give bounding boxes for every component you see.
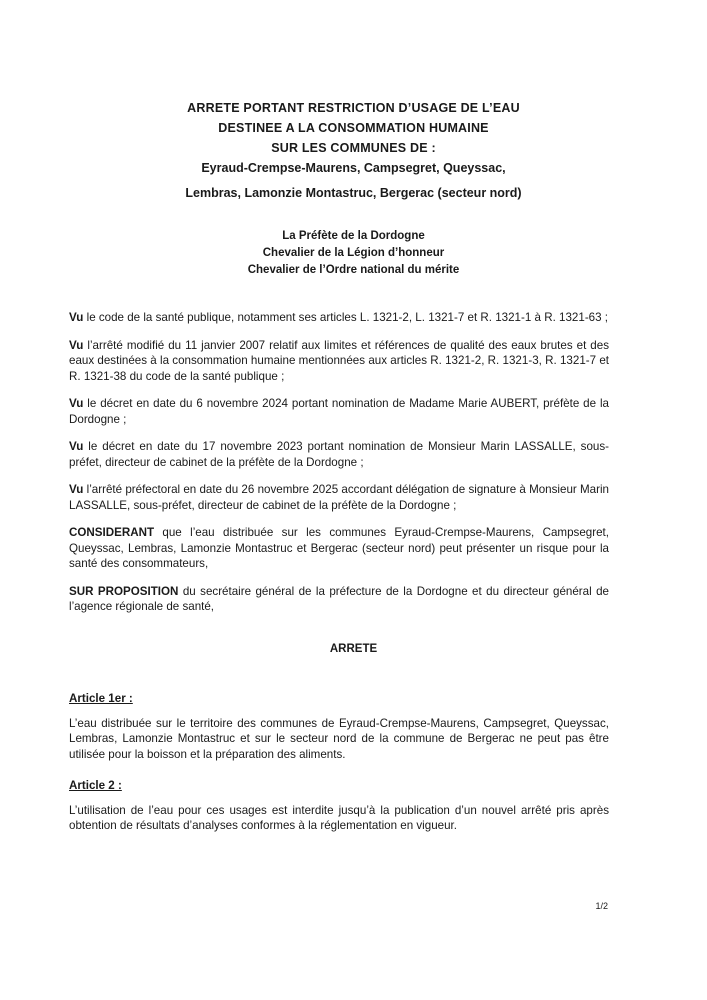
consideration-text: le décret en date du 17 novembre 2023 portant nomination de Monsieur Marin LASSALLE, sous-préfet, directeur de cabinet de la préfète de la Dordogne ; <box>69 440 609 469</box>
article-heading: Article 2 : <box>69 779 122 792</box>
consideration-text: l’arrêté préfectoral en date du 26 novembre 2025 accordant délégation de signature à Monsieur Marin LASSALLE, sous-préfet, directeur de cabinet de la préfète de la Dordogne ; <box>69 483 609 512</box>
consideration-text: que l’eau distribuée sur les communes Eyraud-Crempse-Maurens, Campsegret, Queyssac, Lembras, Lamonzie Montastruc et Bergerac (secteur nord) peut présenter un risque pour la santé des consommateurs, <box>69 526 609 570</box>
arrete-heading: ARRETE <box>329 643 378 655</box>
authority-line-1: La Préfète de la Dordogne <box>282 230 425 242</box>
consideration-3 <box>69 396 609 427</box>
consideration-5 <box>69 482 609 513</box>
communes-line-1: Eyraud-Crempse-Maurens, Campsegret, Queyssac, <box>201 161 506 175</box>
authority-line-2: Chevalier de la Légion d’honneur <box>262 247 445 259</box>
consideration-keyword: CONSIDERANT <box>69 526 155 539</box>
consideration-text: l’arrêté modifié du 11 janvier 2007 relatif aux limites et références de qualité des eaux brutes et des eaux destinées à la consommation humaine mentionnées aux articles R. 1321-2, R. 1321-3, R. 1321-7 et R. 1321-38 du code de la santé publique ; <box>69 338 609 383</box>
authority-line-3: Chevalier de l’Ordre national du mérite <box>247 264 460 276</box>
authority-block <box>0 228 707 279</box>
communes-line-2: Lembras, Lamonzie Montastruc, Bergerac (secteur nord) <box>185 186 522 200</box>
article-text: L’eau distribuée sur le territoire des communes de Eyraud-Crempse-Maurens, Campsegret, Queyssac, Lembras, Lamonzie Montastruc et sur le secteur nord de la commune de Bergerac ne peut pas être utilisée pour la boisson et la préparation des aliments. <box>69 716 609 761</box>
article-2 <box>69 778 609 834</box>
title-line-2: DESTINEE A LA CONSOMMATION HUMAINE <box>218 121 489 135</box>
consideration-1 <box>69 310 609 326</box>
consideration-text: le décret en date du 6 novembre 2024 portant nomination de Madame Marie AUBERT, préfète de la Dordogne ; <box>69 397 609 426</box>
page-number: 1/2 <box>595 901 608 911</box>
consideration-keyword: Vu <box>69 338 84 352</box>
consideration-text: du secrétaire général de la préfecture de la Dordogne et du directeur général de l’agence régionale de santé, <box>69 584 609 613</box>
article-1 <box>69 691 609 762</box>
consideration-7 <box>69 584 609 615</box>
article-text: L’utilisation de l’eau pour ces usages est interdite jusqu’à la publication d’un nouvel arrêté pris après obtention de résultats d’analyses conformes à la réglementation en vigueur. <box>69 803 609 832</box>
document-title <box>0 98 707 158</box>
consideration-keyword: Vu <box>69 311 84 324</box>
consideration-keyword: Vu <box>69 397 84 410</box>
article-heading: Article 1er : <box>69 692 133 705</box>
communes-list <box>0 156 707 206</box>
title-line-1: ARRETE PORTANT RESTRICTION D’USAGE DE L’EAU <box>187 101 520 115</box>
consideration-2 <box>69 338 609 385</box>
consideration-4 <box>69 439 609 470</box>
consideration-6 <box>69 525 609 572</box>
consideration-text: le code de la santé publique, notamment ses articles L. 1321-2, L. 1321-7 et R. 1321-1 à R. 1321-63 ; <box>83 311 609 324</box>
consideration-keyword: Vu <box>69 440 84 453</box>
considerations <box>69 310 609 627</box>
consideration-keyword: SUR PROPOSITION <box>69 584 179 598</box>
consideration-keyword: Vu <box>69 483 84 496</box>
title-line-3: SUR LES COMMUNES DE : <box>271 141 436 155</box>
